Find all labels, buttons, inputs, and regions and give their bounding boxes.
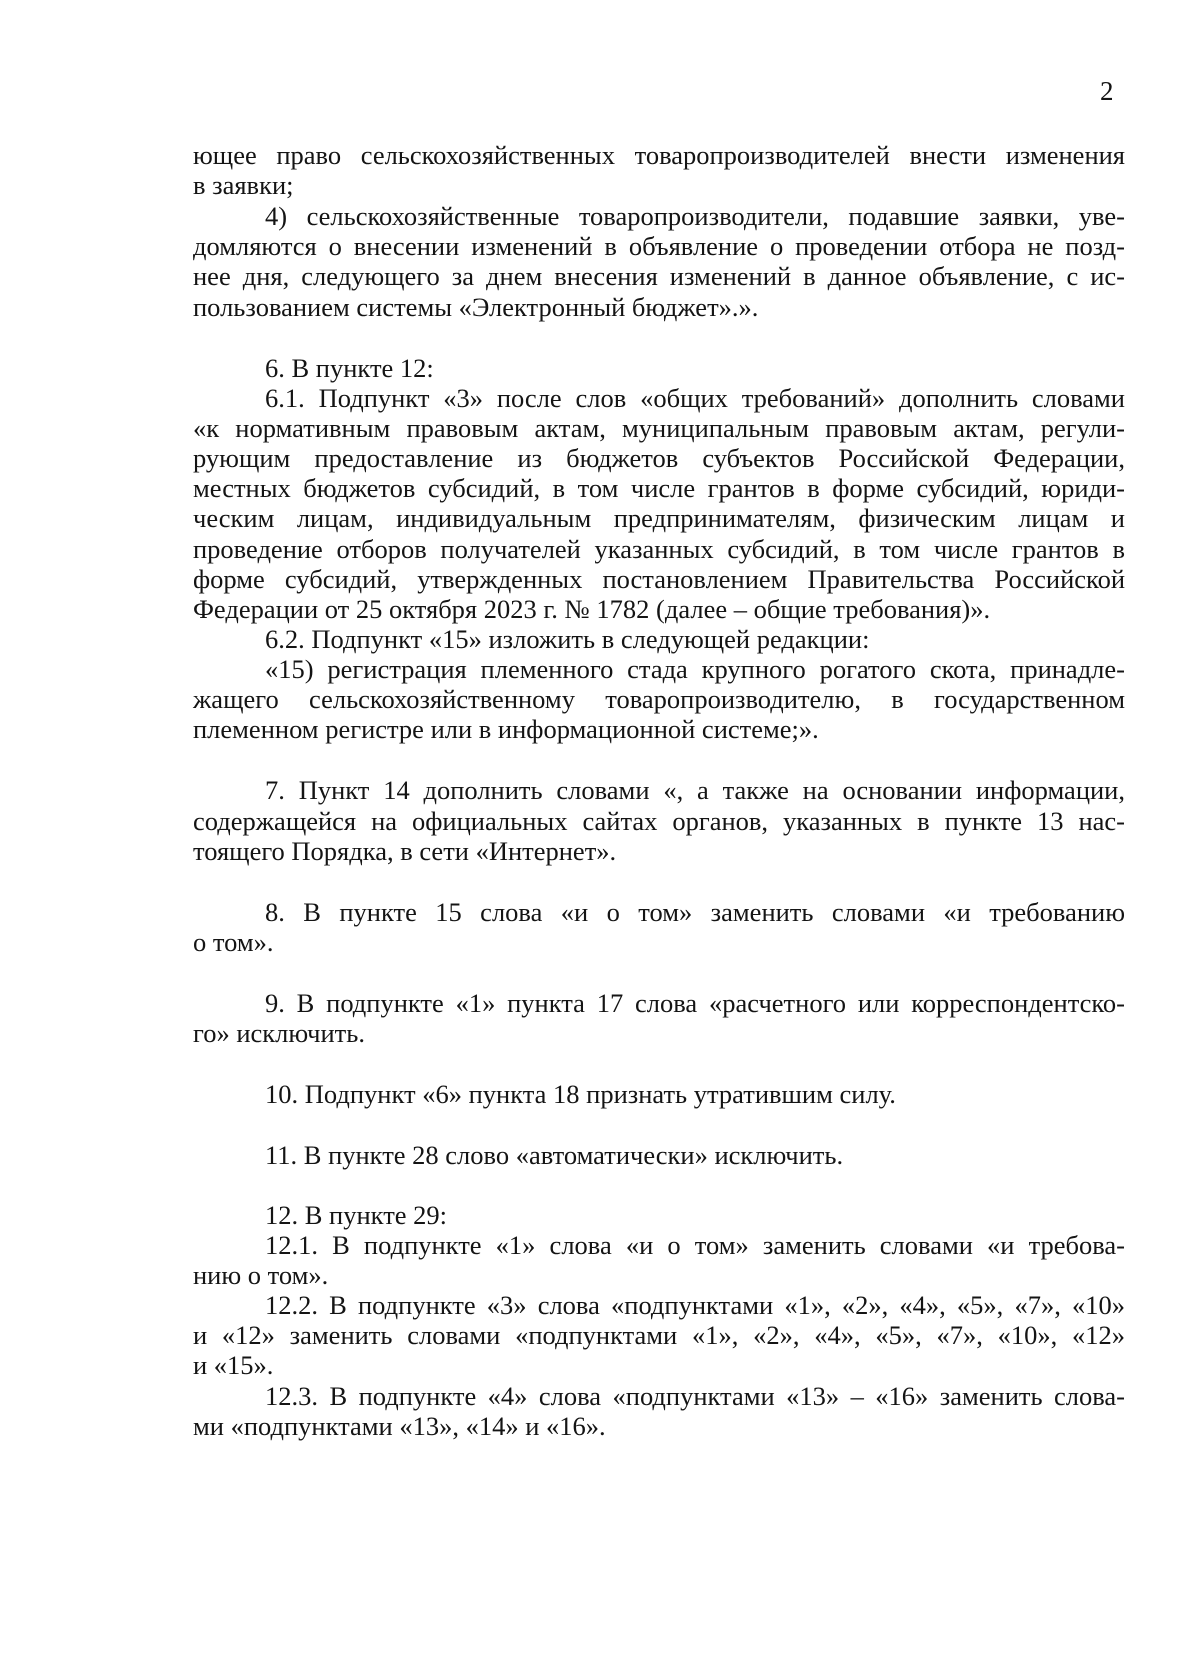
text-line: нее дня, следующего за днем внесения изменений в данное объявление, с ис- — [193, 261, 1125, 291]
text-line: 12.2. В подпункте «3» слова «подпунктами «1», «2», «4», «5», «7», «10» — [265, 1290, 1125, 1320]
text-line: 9. В подпункте «1» пункта 17 слова «расчетного или корреспондентско- — [265, 988, 1125, 1018]
text-line: местных бюджетов субсидий, в том числе грантов в форме субсидий, юриди- — [193, 473, 1125, 503]
text-line: 6.1. Подпункт «3» после слов «общих требований» дополнить словами — [265, 383, 1125, 413]
text-line: го» исключить. — [193, 1018, 365, 1048]
text-line: 6. В пункте 12: — [265, 353, 434, 383]
text-line: «к нормативным правовым актам, муниципальным правовым актам, регули- — [193, 413, 1125, 443]
text-line: 11. В пункте 28 слово «автоматически» исключить. — [265, 1140, 844, 1170]
text-line: 8. В пункте 15 слова «и о том» заменить словами «и требованию — [265, 897, 1125, 927]
text-line: и «12» заменить словами «подпунктами «1», «2», «4», «5», «7», «10», «12» — [193, 1320, 1125, 1350]
text-line: «15) регистрация племенного стада крупного рогатого скота, принадле- — [265, 654, 1125, 684]
text-line: 4) сельскохозяйственные товаропроизводители, подавшие заявки, уве- — [265, 201, 1125, 231]
text-line: рующим предоставление из бюджетов субъектов Российской Федерации, — [193, 443, 1125, 473]
text-line: форме субсидий, утвержденных постановлением Правительства Российской — [193, 564, 1125, 594]
text-line: 7. Пункт 14 дополнить словами «, а также на основании информации, — [265, 775, 1125, 805]
text-line: о том». — [193, 927, 274, 957]
text-line: содержащейся на официальных сайтах органов, указанных в пункте 13 нас- — [193, 806, 1125, 836]
text-line: 10. Подпункт «6» пункта 18 признать утратившим силу. — [265, 1079, 896, 1109]
text-line: племенном регистре или в информационной системе;». — [193, 714, 819, 744]
text-line: 12. В пункте 29: — [265, 1200, 448, 1230]
text-line: 12.3. В подпункте «4» слова «подпунктами «13» – «16» заменить слова- — [265, 1381, 1125, 1411]
text-line: жащего сельскохозяйственному товаропроизводителю, в государственном — [193, 684, 1125, 714]
text-line: 12.1. В подпункте «1» слова «и о том» заменить словами «и требова- — [265, 1230, 1125, 1260]
text-line: тоящего Порядка, в сети «Интернет». — [193, 836, 617, 866]
text-line: и «15». — [193, 1350, 274, 1380]
text-line: 6.2. Подпункт «15» изложить в следующей редакции: — [265, 624, 870, 654]
text-line: Федерации от 25 октября 2023 г. № 1782 (далее – общие требования)». — [193, 594, 991, 624]
text-line: проведение отборов получателей указанных субсидий, в том числе грантов в — [193, 534, 1125, 564]
page-number: 2 — [1100, 76, 1114, 106]
text-line: пользованием системы «Электронный бюджет».». — [193, 292, 759, 322]
text-line: ми «подпунктами «13», «14» и «16». — [193, 1411, 606, 1441]
text-line: ческим лицам, индивидуальным предпринимателям, физическим лицам и — [193, 503, 1125, 533]
text-line: нию о том». — [193, 1260, 329, 1290]
text-line: ющее право сельскохозяйственных товаропроизводителей внести изменения — [193, 140, 1125, 170]
text-line: в заявки; — [193, 170, 294, 200]
text-line: домляются о внесении изменений в объявление о проведении отбора не позд- — [193, 231, 1125, 261]
